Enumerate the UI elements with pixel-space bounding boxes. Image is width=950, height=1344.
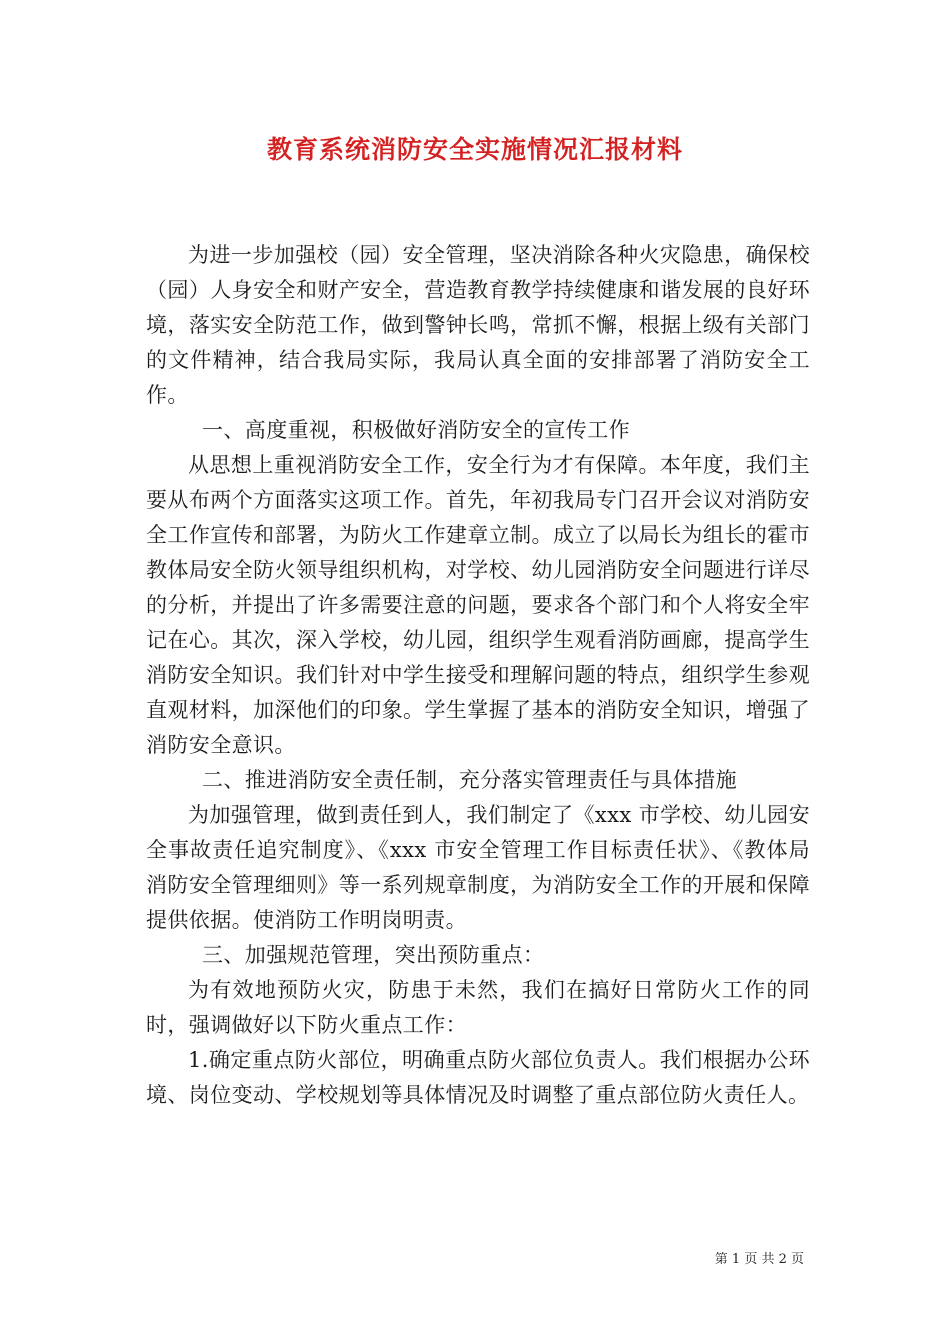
section-1-paragraph: 从思想上重视消防安全工作，安全行为才有保障。本年度，我们主要从布两个方面落实这项工作。首先，年初我局专门召开会议对消防安全工作宣传和部署，为防火工作建章立制。成立了以局长为组长的霍市教体局安全防火领导组织机构，对学校、幼儿园消防安全问题进行详尽的分析，并提出了许多需要注意的问题，要求各个部门和个人将安全牢记在心。其次，深入学校，幼儿园，组织学生观看消防画廊，提高学生消防安全知识。我们针对中学生接受和理解问题的特点，组织学生参观直观材料，加深他们的印象。学生掌握了基本的消防安全知识，增强了消防安全意识。 — [146, 453, 810, 757]
page-number-footer: 第 1 页 共 2 页 — [714, 1252, 804, 1267]
intro-paragraph: 为进一步加强校（园）安全管理，坚决消除各种火灾隐患，确保校（园）人身安全和财产安全，营造教育教学持续健康和谐发展的良好环境，落实安全防范工作，做到警钟长鸣，常抓不懈，根据上级有关部门的文件精神，结合我局实际，我局认真全面的安排部署了消防安全工作。 — [146, 243, 810, 407]
section-3-item-1: 1.确定重点防火部位，明确重点防火部位负责人。我们根据办公环境、岗位变动、学校规划等具体情况及时调整了重点部位防火责任人。 — [146, 1048, 810, 1107]
document-body — [146, 238, 810, 1113]
section-heading-2: 二、推进消防安全责任制，充分落实管理责任与具体措施 — [202, 768, 737, 792]
section-heading-1: 一、高度重视，积极做好消防安全的宣传工作 — [202, 418, 630, 442]
document-title: 教育系统消防安全实施情况汇报材料 — [266, 135, 683, 164]
section-3-paragraph: 为有效地预防火灾，防患于未然，我们在搞好日常防火工作的同时，强调做好以下防火重点工作： — [146, 978, 810, 1037]
section-heading-3: 三、加强规范管理，突出预防重点： — [202, 943, 545, 967]
section-2-paragraph: 为加强管理，做到责任到人，我们制定了《xxx 市学校、幼儿园安全事故责任追究制度》、《xxx 市安全管理工作目标责任状》、《教体局消防安全管理细则》等一系列规章制度，为消防安全工作的开展和保障提供依据。使消防工作明岗明责。 — [146, 803, 810, 932]
